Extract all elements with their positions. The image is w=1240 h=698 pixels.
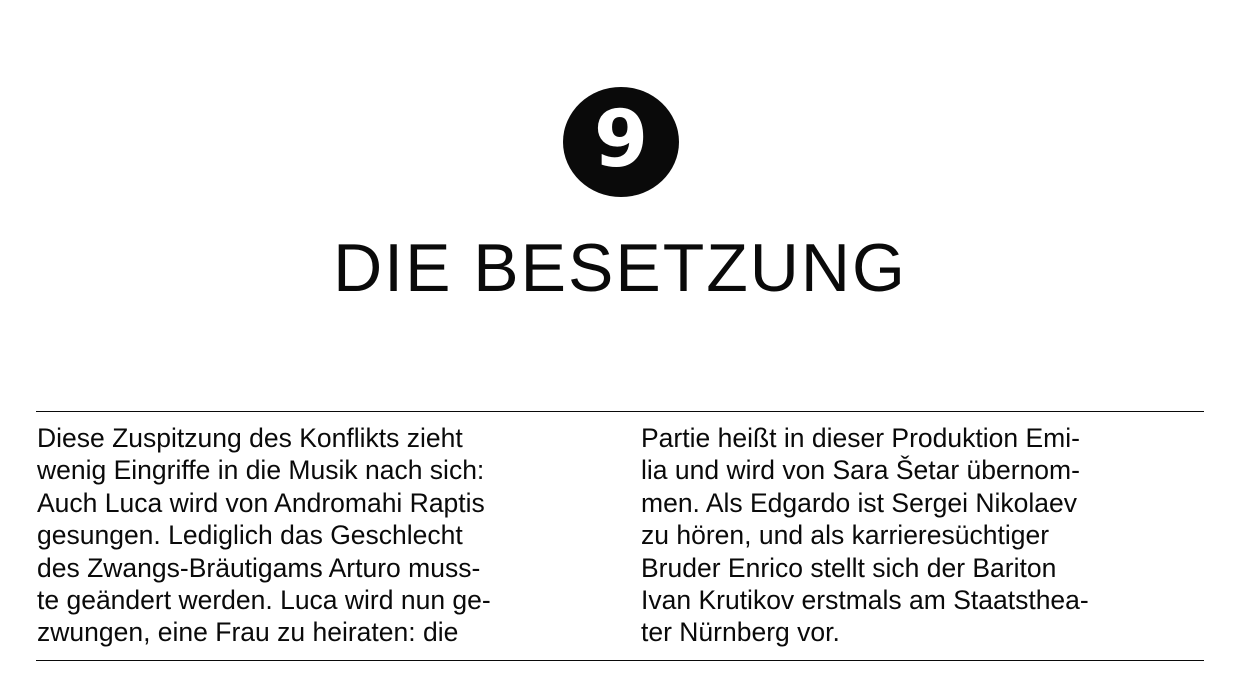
text-line: te geändert werden. Luca wird nun ge-: [37, 584, 491, 615]
text-line: zwungen, eine Frau zu heiraten: die: [37, 617, 459, 648]
text-line: zu hören, und als karrieresüchtiger: [641, 520, 1050, 551]
chapter-number: 9: [593, 95, 649, 185]
text-line: men. Als Edgardo ist Sergei Nikolaev: [641, 487, 1077, 518]
text-line: Bruder Enrico stellt sich der Bariton: [641, 552, 1057, 583]
text-line: Diese Zuspitzung des Konflikts zieht: [37, 423, 463, 453]
text-line: lia und wird von Sara Šetar übernom-: [641, 455, 1080, 486]
text-line: Ivan Krutikov erstmals am Staatsthea-: [641, 584, 1089, 615]
text-line: wenig Eingriffe in die Musik nach sich:: [37, 455, 485, 486]
top-divider: [36, 411, 1204, 412]
chapter-title: DIE BESETZUNG: [333, 230, 907, 306]
bottom-divider: [36, 660, 1204, 661]
text-column-right: [641, 422, 1089, 649]
text-line: Auch Luca wird von Andromahi Raptis: [37, 487, 485, 518]
text-line: des Zwangs-Bräutigams Arturo muss-: [37, 552, 481, 583]
text-column-left: [37, 422, 491, 649]
text-line: ter Nürnberg vor.: [641, 617, 840, 648]
text-line: gesungen. Lediglich das Geschlecht: [37, 520, 463, 551]
chapter-number-badge: [563, 87, 679, 197]
text-line: Partie heißt in dieser Produktion Emi-: [641, 423, 1080, 453]
